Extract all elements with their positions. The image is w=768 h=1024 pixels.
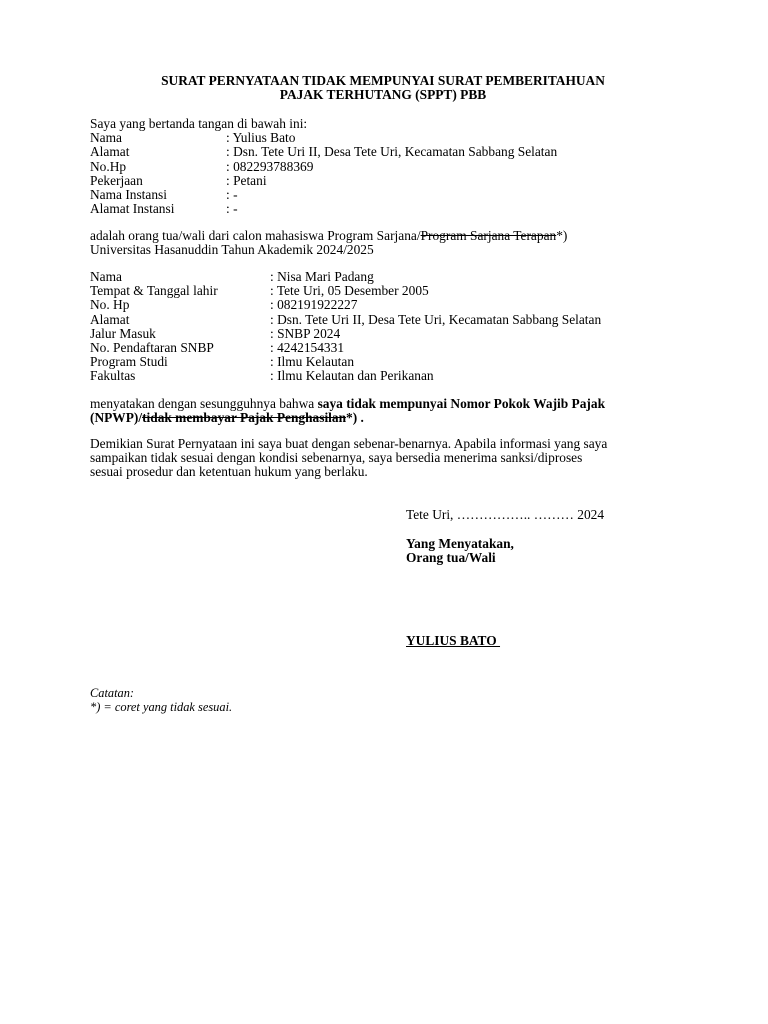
closing-paragraph bbox=[90, 437, 678, 480]
field-value: : Tete Uri, 05 Desember 2005 bbox=[270, 283, 429, 299]
field-value: : - bbox=[226, 201, 238, 217]
title-line-2: PAJAK TERHUTANG (SPPT) PBB bbox=[279, 87, 487, 103]
parent-statement-text: adalah orang tua/wali dari calon mahasiswa Program Sarjana/ bbox=[90, 228, 421, 243]
statement-bold-1: saya tidak mempunyai Nomor Pokok Wajib Pajak bbox=[317, 396, 606, 411]
field-label: No.Hp bbox=[90, 158, 127, 174]
field-value: : Dsn. Tete Uri II, Desa Tete Uri, Kecamatan Sabbang Selatan bbox=[226, 144, 558, 160]
field-value: : Petani bbox=[226, 172, 267, 188]
field-label: Pekerjaan bbox=[90, 172, 143, 188]
field-value: : 082191922227 bbox=[270, 297, 358, 313]
declarant-row bbox=[90, 188, 678, 202]
closing-line-1: Demikian Surat Pernyataan ini saya buat dengan sebenar-benarnya. Apabila informasi yang saya bbox=[90, 436, 608, 451]
field-value: : Ilmu Kelautan dan Perikanan bbox=[270, 368, 434, 384]
student-section bbox=[90, 270, 678, 384]
statement-line-2 bbox=[90, 411, 678, 425]
declarant-fields bbox=[90, 131, 678, 216]
intro-text: Saya yang bertanda tangan di bawah ini: bbox=[90, 116, 308, 131]
field-value: : Ilmu Kelautan bbox=[270, 354, 355, 370]
field-label: Nama bbox=[90, 269, 122, 284]
field-label: No. Pendaftaran SNBP bbox=[90, 339, 214, 355]
declarant-row bbox=[90, 145, 678, 159]
field-label: Alamat bbox=[90, 311, 130, 327]
student-row bbox=[90, 369, 678, 383]
field-label: Alamat bbox=[90, 144, 130, 160]
field-label: Alamat Instansi bbox=[90, 201, 175, 217]
document-title bbox=[90, 74, 676, 102]
student-fields bbox=[90, 270, 678, 384]
struck-program-option: Program Sarjana Terapan bbox=[420, 228, 557, 243]
field-label: Tempat & Tanggal lahir bbox=[90, 283, 218, 299]
field-label: Fakultas bbox=[90, 368, 136, 384]
field-value: : 4242154331 bbox=[270, 339, 345, 355]
parent-statement-line-1 bbox=[90, 229, 678, 243]
signatory-name: YULIUS BATO bbox=[406, 633, 501, 648]
student-row bbox=[90, 313, 678, 327]
field-label: Nama Instansi bbox=[90, 186, 167, 202]
statement-line-1 bbox=[90, 397, 678, 411]
struck-tax-option: tidak membayar Pajak Penghasilan bbox=[142, 410, 347, 426]
declarant-row bbox=[90, 174, 678, 188]
declarant-row bbox=[90, 131, 678, 145]
signature-place-date: Tete Uri, …………….. ……… 2024 bbox=[406, 507, 605, 522]
declarant-row bbox=[90, 202, 678, 216]
student-row bbox=[90, 341, 678, 355]
statement-paragraph bbox=[90, 397, 678, 425]
student-row bbox=[90, 355, 678, 369]
field-value: : SNBP 2024 bbox=[270, 325, 341, 341]
field-label: Nama bbox=[90, 130, 122, 146]
statement-tail: *) . bbox=[346, 410, 364, 426]
parent-statement bbox=[90, 229, 678, 257]
student-row bbox=[90, 270, 678, 284]
field-label: No. Hp bbox=[90, 297, 130, 313]
footnote-marker: *) bbox=[556, 228, 568, 243]
closing-line-2: sampaikan tidak sesuai dengan kondisi sebenarnya, saya bersedia menerima sanksi/diproses bbox=[90, 450, 583, 466]
title-line-1: SURAT PERNYATAAN TIDAK MEMPUNYAI SURAT PEMBERITAHUAN bbox=[161, 73, 605, 88]
signature-role-1: Yang Menyatakan, bbox=[406, 536, 514, 551]
note-text: *) = coret yang tidak sesuai. bbox=[90, 700, 233, 714]
declarant-section bbox=[90, 117, 678, 216]
field-value: : Dsn. Tete Uri II, Desa Tete Uri, Kecamatan Sabbang Selatan bbox=[270, 311, 602, 327]
student-row bbox=[90, 298, 678, 312]
field-value: : - bbox=[226, 186, 238, 202]
field-value: : Nisa Mari Padang bbox=[270, 269, 374, 284]
student-row bbox=[90, 327, 678, 341]
field-label: Program Studi bbox=[90, 354, 168, 370]
field-label: Jalur Masuk bbox=[90, 325, 156, 341]
note-heading: Catatan: bbox=[90, 686, 135, 700]
statement-bold-2: (NPWP)/ bbox=[90, 410, 143, 426]
statement-lead: menyatakan dengan sesungguhnya bahwa bbox=[90, 396, 318, 411]
closing-line-3: sesuai prosedur dan ketentuan hukum yang berlaku. bbox=[90, 464, 368, 480]
field-value: : Yulius Bato bbox=[226, 130, 296, 146]
field-value: : 082293788369 bbox=[226, 158, 314, 174]
parent-statement-line-2: Universitas Hasanuddin Tahun Akademik 2024/2025 bbox=[90, 242, 374, 258]
signature-role-2: Orang tua/Wali bbox=[406, 550, 496, 565]
student-row bbox=[90, 284, 678, 298]
declarant-row bbox=[90, 160, 678, 174]
